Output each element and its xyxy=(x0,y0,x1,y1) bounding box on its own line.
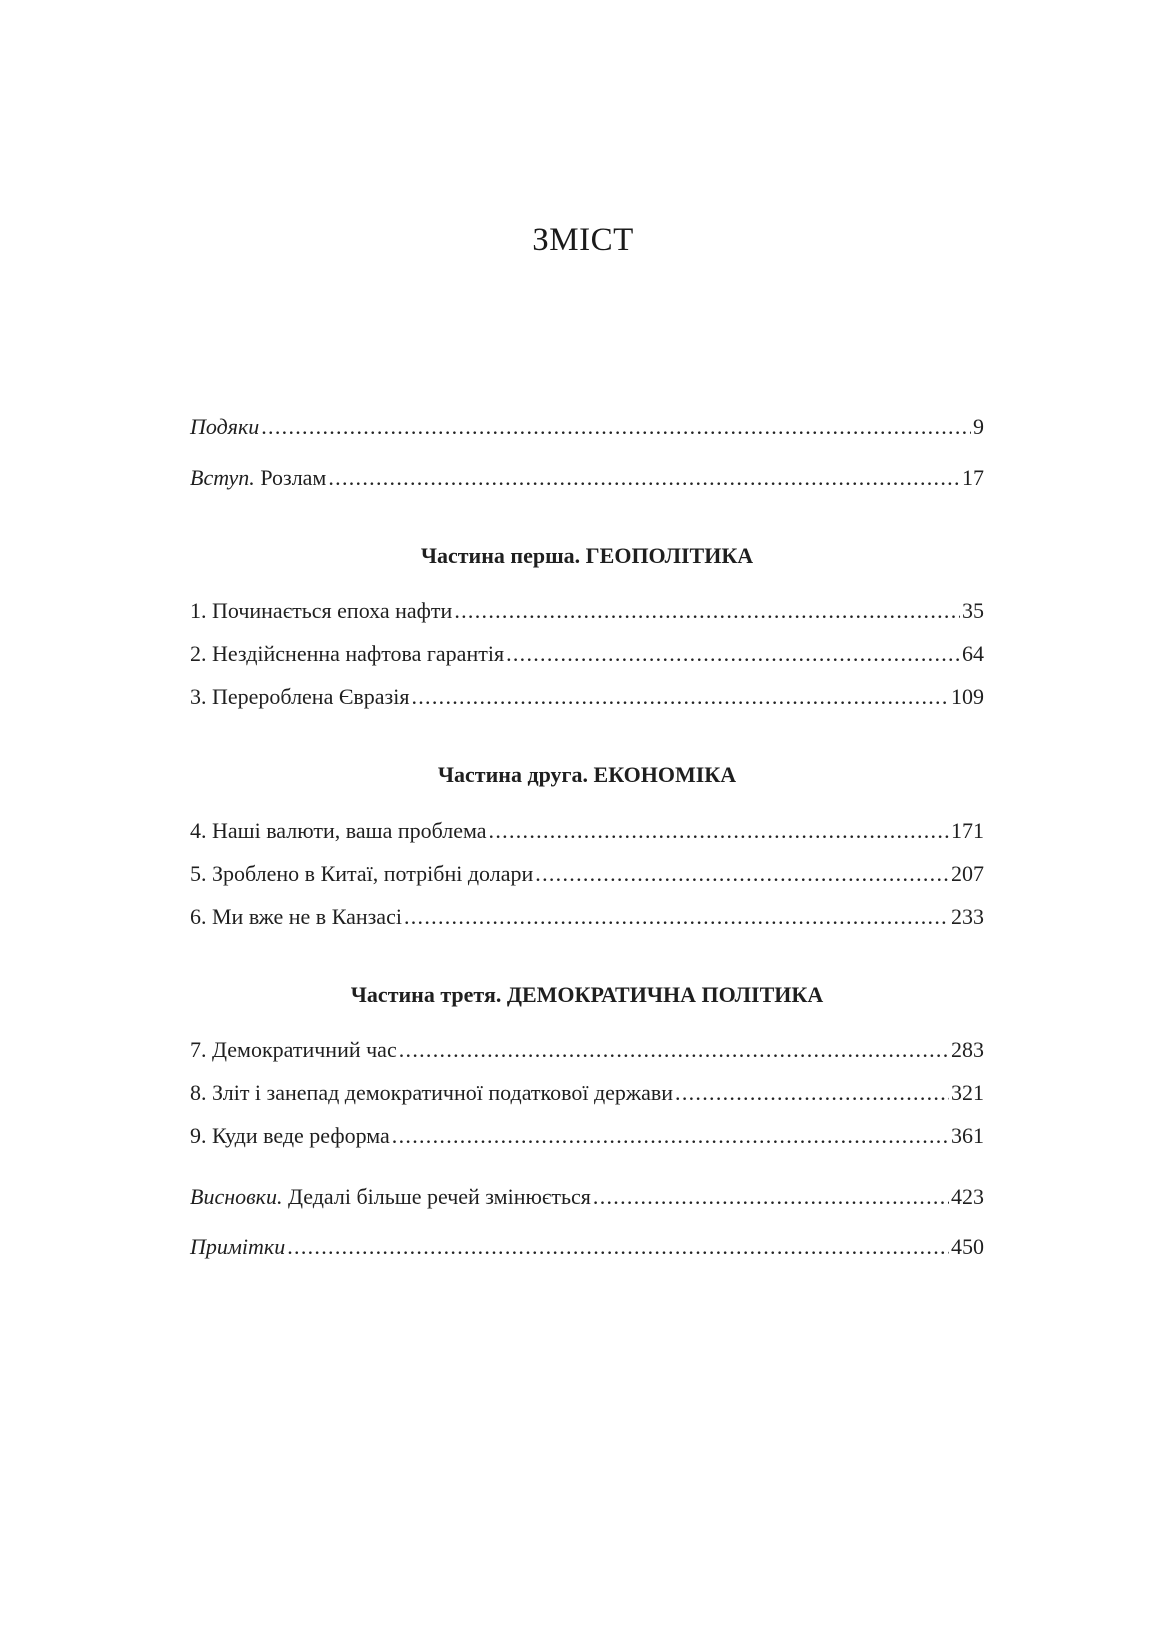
entry-label: 9. Куди веде реформа xyxy=(190,1123,390,1148)
toc-entry-introduction[interactable] xyxy=(190,465,984,491)
dot-leader xyxy=(287,1234,949,1260)
dot-leader xyxy=(411,684,949,710)
dot-leader xyxy=(675,1080,949,1106)
dot-leader xyxy=(392,1123,949,1149)
page-number: 64 xyxy=(962,641,984,666)
page-number: 423 xyxy=(951,1184,984,1209)
toc-entry-chapter-8[interactable] xyxy=(190,1080,984,1106)
dot-leader xyxy=(261,414,971,440)
toc-entry-acknowledgements[interactable] xyxy=(190,414,984,440)
entry-label: 6. Ми вже не в Канзасі xyxy=(190,904,402,929)
entry-label: 5. Зроблено в Китаї, потрібні долари xyxy=(190,861,534,886)
entry-label: Дедалі більше речей змінюється xyxy=(282,1184,591,1209)
toc-entry-conclusions[interactable] xyxy=(190,1184,984,1210)
toc-entry-chapter-9[interactable] xyxy=(190,1123,984,1149)
entry-label: 2. Нездійсненна нафтова гарантія xyxy=(190,641,505,666)
page-number: 361 xyxy=(951,1123,984,1148)
page-number: 207 xyxy=(951,861,984,886)
page-number: 171 xyxy=(951,818,984,843)
page-number: 283 xyxy=(951,1037,984,1062)
part-heading-3: Частина третя. ДЕМОКРАТИЧНА ПОЛІТИКА xyxy=(350,982,824,1007)
entry-label: 8. Зліт і занепад демократичної податкової держави xyxy=(190,1080,674,1105)
dot-leader xyxy=(506,641,960,667)
entry-label: 3. Перероблена Євразія xyxy=(190,684,410,709)
toc-entry-chapter-5[interactable] xyxy=(190,861,984,887)
dot-leader xyxy=(399,1037,949,1063)
toc-entry-chapter-4[interactable] xyxy=(190,818,984,844)
page-number: 17 xyxy=(962,465,984,490)
dot-leader xyxy=(404,904,949,930)
page-number: 321 xyxy=(951,1080,984,1105)
toc-entry-chapter-3[interactable] xyxy=(190,684,984,710)
page-number: 109 xyxy=(951,684,984,709)
entry-label: 4. Наші валюти, ваша проблема xyxy=(190,818,487,843)
page-number: 233 xyxy=(951,904,984,929)
entry-label: 7. Демократичний час xyxy=(190,1037,397,1062)
toc-entry-chapter-7[interactable] xyxy=(190,1037,984,1063)
entry-italic-label: Подяки xyxy=(190,414,260,439)
dot-leader xyxy=(593,1184,949,1210)
page-number: 450 xyxy=(951,1234,984,1259)
toc-entry-notes[interactable] xyxy=(190,1234,984,1260)
page-title: ЗМІСТ xyxy=(532,222,634,258)
dot-leader xyxy=(535,861,949,887)
part-heading-2: Частина друга. ЕКОНОМІКА xyxy=(437,762,737,787)
entry-label: Розлам xyxy=(254,465,327,490)
toc-entry-chapter-1[interactable] xyxy=(190,598,984,624)
entry-italic-label: Примітки xyxy=(190,1234,286,1259)
dot-leader xyxy=(328,465,960,491)
entry-italic-label: Вступ. xyxy=(190,465,255,490)
toc-entry-chapter-2[interactable] xyxy=(190,641,984,667)
dot-leader xyxy=(454,598,960,624)
entry-label: 1. Починається епоха нафти xyxy=(190,598,453,623)
page-number: 35 xyxy=(962,598,984,623)
entry-italic-label: Висновки. xyxy=(190,1184,283,1209)
part-heading-1: Частина перша. ГЕОПОЛІТИКА xyxy=(420,543,754,568)
page-number: 9 xyxy=(973,414,984,439)
toc-entry-chapter-6[interactable] xyxy=(190,904,984,930)
dot-leader xyxy=(489,818,949,844)
